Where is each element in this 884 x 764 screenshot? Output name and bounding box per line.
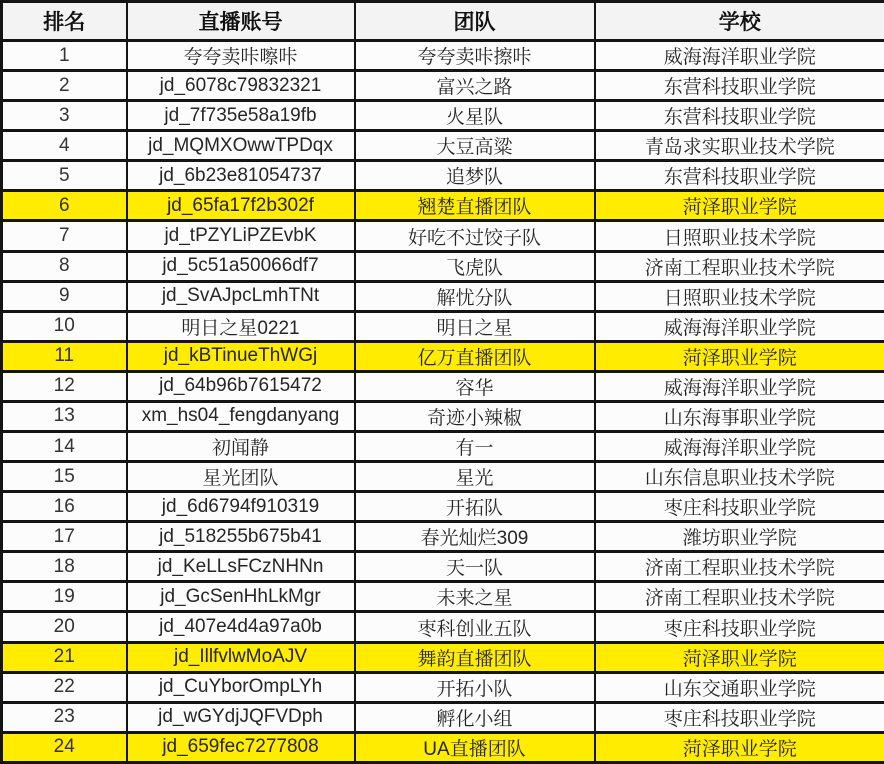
team-cell: 翘楚直播团队 (355, 191, 595, 221)
table-row (2, 341, 884, 371)
header-account: 直播账号 (127, 2, 355, 41)
table-row (2, 702, 884, 732)
school-cell: 枣庄科技职业学院 (595, 492, 884, 522)
team-cell: 春光灿烂309 (355, 522, 595, 552)
rank-cell: 14 (2, 432, 127, 462)
rank-cell: 20 (2, 612, 127, 642)
rank-cell: 3 (2, 101, 127, 131)
header-row (2, 2, 884, 41)
account-cell: 初闻静 (127, 432, 355, 462)
table-row (2, 522, 884, 552)
school-cell: 东营科技职业学院 (595, 101, 884, 131)
table-row (2, 131, 884, 161)
team-cell: 开拓队 (355, 492, 595, 522)
school-cell: 菏泽职业学院 (595, 341, 884, 371)
table-row (2, 401, 884, 431)
account-cell: jd_518255b675b41 (127, 522, 355, 552)
table-body (2, 41, 884, 763)
table-row (2, 672, 884, 702)
school-cell: 山东交通职业学院 (595, 672, 884, 702)
school-cell: 日照职业技术学院 (595, 221, 884, 251)
account-cell: jd_KeLLsFCzNHNn (127, 552, 355, 582)
rank-cell: 7 (2, 221, 127, 251)
team-cell: 富兴之路 (355, 71, 595, 101)
school-cell: 威海海洋职业学院 (595, 41, 884, 71)
team-cell: 亿万直播团队 (355, 341, 595, 371)
team-cell: 飞虎队 (355, 251, 595, 281)
table-row (2, 311, 884, 341)
account-cell: 夸夸卖咔嚓咔 (127, 41, 355, 71)
rank-cell: 16 (2, 492, 127, 522)
rank-cell: 15 (2, 462, 127, 492)
team-cell: 好吃不过饺子队 (355, 221, 595, 251)
school-cell: 枣庄科技职业学院 (595, 702, 884, 732)
account-cell: jd_407e4d4a97a0b (127, 612, 355, 642)
school-cell: 威海海洋职业学院 (595, 371, 884, 401)
table-row (2, 732, 884, 762)
team-cell: 容华 (355, 371, 595, 401)
header-team: 团队 (355, 2, 595, 41)
school-cell: 菏泽职业学院 (595, 642, 884, 672)
school-cell: 枣庄科技职业学院 (595, 612, 884, 642)
team-cell: 星光 (355, 462, 595, 492)
account-cell: jd_CuYborOmpLYh (127, 672, 355, 702)
team-cell: 未来之星 (355, 582, 595, 612)
table-row (2, 492, 884, 522)
school-cell: 青岛求实职业技术学院 (595, 131, 884, 161)
rank-cell: 6 (2, 191, 127, 221)
team-cell: 奇迹小辣椒 (355, 401, 595, 431)
team-cell: 枣科创业五队 (355, 612, 595, 642)
rank-cell: 23 (2, 702, 127, 732)
school-cell: 日照职业技术学院 (595, 281, 884, 311)
school-cell: 菏泽职业学院 (595, 191, 884, 221)
account-cell: jd_7f735e58a19fb (127, 101, 355, 131)
table-row (2, 552, 884, 582)
table-row (2, 101, 884, 131)
team-cell: 夸夸卖咔擦咔 (355, 41, 595, 71)
account-cell: jd_64b96b7615472 (127, 371, 355, 401)
rank-cell: 22 (2, 672, 127, 702)
account-cell: 星光团队 (127, 462, 355, 492)
account-cell: jd_659fec7277808 (127, 732, 355, 762)
team-cell: 开拓小队 (355, 672, 595, 702)
school-cell: 济南工程职业技术学院 (595, 582, 884, 612)
school-cell: 威海海洋职业学院 (595, 432, 884, 462)
rank-cell: 24 (2, 732, 127, 762)
school-cell: 菏泽职业学院 (595, 732, 884, 762)
account-cell: jd_IllfvlwMoAJV (127, 642, 355, 672)
account-cell: jd_MQMXOwwTPDqx (127, 131, 355, 161)
table-row (2, 281, 884, 311)
table-row (2, 432, 884, 462)
rank-cell: 9 (2, 281, 127, 311)
school-cell: 山东海事职业学院 (595, 401, 884, 431)
account-cell: jd_tPZYLiPZEvbK (127, 221, 355, 251)
school-cell: 东营科技职业学院 (595, 71, 884, 101)
table-row (2, 612, 884, 642)
school-cell: 山东信息职业技术学院 (595, 462, 884, 492)
team-cell: 有一 (355, 432, 595, 462)
table-row (2, 462, 884, 492)
account-cell: jd_wGYdjJQFVDph (127, 702, 355, 732)
team-cell: 明日之星 (355, 311, 595, 341)
rank-cell: 11 (2, 341, 127, 371)
table-row (2, 161, 884, 191)
table-header (2, 2, 884, 41)
account-cell: jd_kBTinueThWGj (127, 341, 355, 371)
rank-cell: 2 (2, 71, 127, 101)
rank-cell: 4 (2, 131, 127, 161)
school-cell: 东营科技职业学院 (595, 161, 884, 191)
account-cell: jd_6078c79832321 (127, 71, 355, 101)
account-cell: jd_GcSenHhLkMgr (127, 582, 355, 612)
rank-cell: 8 (2, 251, 127, 281)
table-row (2, 221, 884, 251)
school-cell: 威海海洋职业学院 (595, 311, 884, 341)
school-cell: 潍坊职业学院 (595, 522, 884, 552)
team-cell: 大豆高粱 (355, 131, 595, 161)
team-cell: 解忧分队 (355, 281, 595, 311)
team-cell: 追梦队 (355, 161, 595, 191)
account-cell: jd_65fa17f2b302f (127, 191, 355, 221)
rank-cell: 21 (2, 642, 127, 672)
school-cell: 济南工程职业技术学院 (595, 251, 884, 281)
rank-cell: 19 (2, 582, 127, 612)
team-cell: 孵化小组 (355, 702, 595, 732)
account-cell: jd_6d6794f910319 (127, 492, 355, 522)
rank-cell: 10 (2, 311, 127, 341)
header-school: 学校 (595, 2, 884, 41)
account-cell: jd_5c51a50066df7 (127, 251, 355, 281)
table-row (2, 191, 884, 221)
rank-cell: 12 (2, 371, 127, 401)
account-cell: jd_SvAJpcLmhTNt (127, 281, 355, 311)
rank-cell: 18 (2, 552, 127, 582)
table-row (2, 642, 884, 672)
school-cell: 济南工程职业技术学院 (595, 552, 884, 582)
team-cell: 舞韵直播团队 (355, 642, 595, 672)
header-rank: 排名 (2, 2, 127, 41)
table-row (2, 371, 884, 401)
account-cell: xm_hs04_fengdanyang (127, 401, 355, 431)
table-row (2, 41, 884, 71)
team-cell: 天一队 (355, 552, 595, 582)
team-cell: 火星队 (355, 101, 595, 131)
account-cell: jd_6b23e81054737 (127, 161, 355, 191)
rank-cell: 5 (2, 161, 127, 191)
rank-cell: 17 (2, 522, 127, 552)
table-row (2, 582, 884, 612)
account-cell: 明日之星0221 (127, 311, 355, 341)
table-row (2, 71, 884, 101)
rank-cell: 13 (2, 401, 127, 431)
table-row (2, 251, 884, 281)
team-cell: UA直播团队 (355, 732, 595, 762)
rank-cell: 1 (2, 41, 127, 71)
